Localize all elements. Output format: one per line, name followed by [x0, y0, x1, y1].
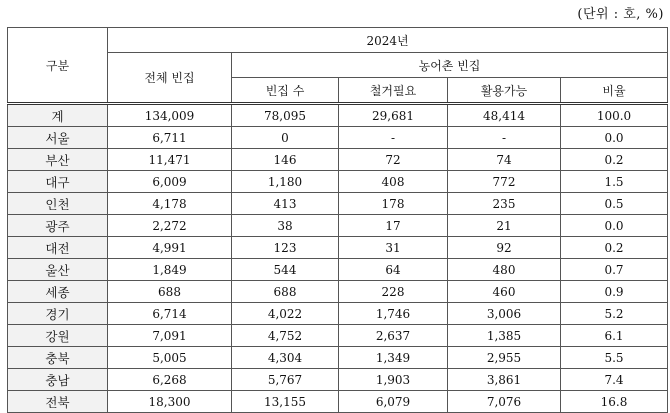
cell-demolition-needed: 1,349: [339, 347, 448, 369]
cell-region: 광주: [8, 215, 108, 237]
cell-total-vacant: 6,268: [108, 369, 232, 391]
cell-ratio: 0.2: [561, 237, 668, 259]
cell-ratio: 0.7: [561, 259, 668, 281]
cell-region: 울산: [8, 259, 108, 281]
cell-region: 충남: [8, 369, 108, 391]
cell-rural-count: 413: [232, 193, 339, 215]
cell-demolition-needed: 31: [339, 237, 448, 259]
cell-rural-count: 4,022: [232, 303, 339, 325]
header-total-vacant: 전체 빈집: [108, 53, 232, 104]
cell-ratio: 7.4: [561, 369, 668, 391]
cell-demolition-needed: 64: [339, 259, 448, 281]
cell-rural-count: 544: [232, 259, 339, 281]
table-row: [8, 237, 668, 259]
cell-rural-count: 4,752: [232, 325, 339, 347]
cell-usable: 772: [448, 171, 561, 193]
cell-usable: 7,076: [448, 391, 561, 413]
cell-region: 충북: [8, 347, 108, 369]
table-row: [8, 347, 668, 369]
header-usable: 활용가능: [448, 78, 561, 104]
table-row: [8, 104, 668, 127]
cell-demolition-needed: 1,903: [339, 369, 448, 391]
cell-total-vacant: 7,091: [108, 325, 232, 347]
table-row: [8, 127, 668, 149]
table-row: [8, 149, 668, 171]
cell-demolition-needed: 178: [339, 193, 448, 215]
cell-usable: -: [448, 127, 561, 149]
cell-rural-count: 0: [232, 127, 339, 149]
cell-total-vacant: 6,711: [108, 127, 232, 149]
table-row: [8, 325, 668, 347]
cell-ratio: 0.0: [561, 127, 668, 149]
cell-demolition-needed: 2,637: [339, 325, 448, 347]
cell-usable: 480: [448, 259, 561, 281]
cell-demolition-needed: 6,079: [339, 391, 448, 413]
header-category: 구분: [8, 28, 108, 104]
cell-total-vacant: 4,991: [108, 237, 232, 259]
cell-region: 대구: [8, 171, 108, 193]
cell-ratio: 0.0: [561, 215, 668, 237]
cell-region: 계: [8, 104, 108, 127]
unit-note: (단위 : 호, %): [577, 7, 664, 22]
cell-demolition-needed: 17: [339, 215, 448, 237]
cell-demolition-needed: 228: [339, 281, 448, 303]
cell-region: 인천: [8, 193, 108, 215]
cell-total-vacant: 5,005: [108, 347, 232, 369]
cell-ratio: 5.2: [561, 303, 668, 325]
cell-rural-count: 688: [232, 281, 339, 303]
cell-total-vacant: 4,178: [108, 193, 232, 215]
cell-usable: 92: [448, 237, 561, 259]
cell-rural-count: 13,155: [232, 391, 339, 413]
cell-total-vacant: 134,009: [108, 104, 232, 127]
header-ratio: 비율: [561, 78, 668, 104]
header-demolition-needed: 철거필요: [339, 78, 448, 104]
cell-usable: 48,414: [448, 104, 561, 127]
cell-ratio: 5.5: [561, 347, 668, 369]
cell-total-vacant: 688: [108, 281, 232, 303]
header-rural-count: 빈집 수: [232, 78, 339, 104]
cell-total-vacant: 6,714: [108, 303, 232, 325]
table-row: [8, 281, 668, 303]
cell-rural-count: 4,304: [232, 347, 339, 369]
cell-total-vacant: 11,471: [108, 149, 232, 171]
cell-ratio: 6.1: [561, 325, 668, 347]
cell-usable: 2,955: [448, 347, 561, 369]
cell-rural-count: 5,767: [232, 369, 339, 391]
header-year: 2024년: [108, 28, 668, 53]
cell-usable: 1,385: [448, 325, 561, 347]
cell-ratio: 16.8: [561, 391, 668, 413]
table-row: [8, 303, 668, 325]
cell-usable: 3,861: [448, 369, 561, 391]
cell-total-vacant: 1,849: [108, 259, 232, 281]
cell-demolition-needed: 408: [339, 171, 448, 193]
cell-ratio: 0.2: [561, 149, 668, 171]
cell-ratio: 0.5: [561, 193, 668, 215]
cell-demolition-needed: 29,681: [339, 104, 448, 127]
cell-region: 세종: [8, 281, 108, 303]
cell-demolition-needed: 1,746: [339, 303, 448, 325]
cell-region: 대전: [8, 237, 108, 259]
cell-usable: 74: [448, 149, 561, 171]
table-row: [8, 193, 668, 215]
cell-ratio: 1.5: [561, 171, 668, 193]
cell-region: 강원: [8, 325, 108, 347]
cell-region: 경기: [8, 303, 108, 325]
cell-rural-count: 78,095: [232, 104, 339, 127]
cell-demolition-needed: 72: [339, 149, 448, 171]
table-row: [8, 391, 668, 413]
cell-total-vacant: 6,009: [108, 171, 232, 193]
cell-total-vacant: 2,272: [108, 215, 232, 237]
table-row: [8, 171, 668, 193]
cell-rural-count: 1,180: [232, 171, 339, 193]
header-rural-group: 농어촌 빈집: [232, 53, 668, 78]
cell-rural-count: 38: [232, 215, 339, 237]
cell-usable: 235: [448, 193, 561, 215]
table-row: [8, 369, 668, 391]
cell-usable: 21: [448, 215, 561, 237]
cell-region: 전북: [8, 391, 108, 413]
cell-region: 부산: [8, 149, 108, 171]
cell-usable: 460: [448, 281, 561, 303]
vacant-house-table: [7, 27, 668, 413]
table-row: [8, 259, 668, 281]
cell-ratio: 0.9: [561, 281, 668, 303]
cell-rural-count: 146: [232, 149, 339, 171]
cell-ratio: 100.0: [561, 104, 668, 127]
cell-region: 서울: [8, 127, 108, 149]
cell-usable: 3,006: [448, 303, 561, 325]
cell-demolition-needed: -: [339, 127, 448, 149]
cell-total-vacant: 18,300: [108, 391, 232, 413]
table-row: [8, 215, 668, 237]
cell-rural-count: 123: [232, 237, 339, 259]
